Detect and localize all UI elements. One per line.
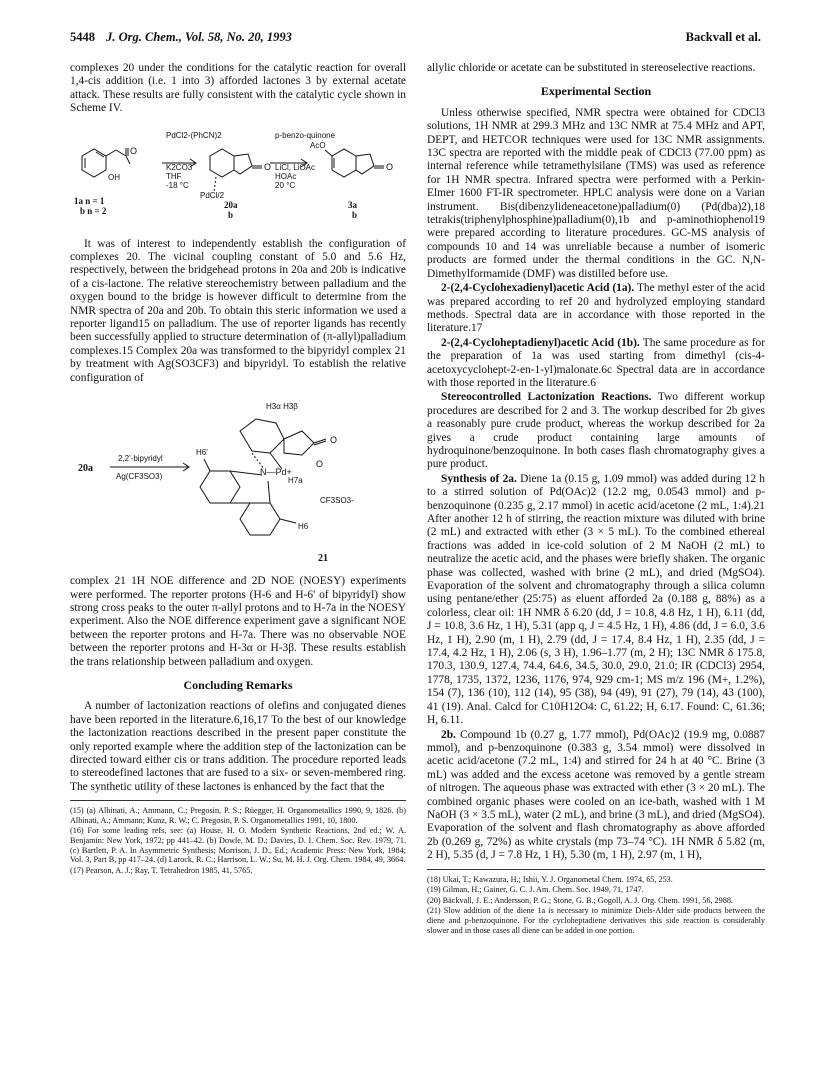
run-in-heading: Synthesis of 2a. bbox=[441, 472, 517, 485]
reagent-hoac: HOAc bbox=[275, 171, 297, 181]
paragraph-text: The methyl ester of the acid was prepared according to ref 20 and hydrolyzed employing standard methods. Spectral data are in accordance with those reported in the literature.17 bbox=[427, 282, 765, 335]
svg-text:O: O bbox=[330, 435, 338, 446]
run-in-heading: Stereocontrolled Lactonization Reactions. bbox=[441, 391, 652, 404]
complex-start-label: 20a bbox=[78, 463, 93, 475]
allyl-ring bbox=[240, 419, 284, 453]
journal-citation: J. Org. Chem., Vol. 58, No. 20, 1993 bbox=[106, 30, 292, 44]
footnote-19: (19) Gilman, H.; Gainer, G. C. J. Am. Chem. Soc. 1949, 71, 1747. bbox=[427, 885, 644, 895]
paragraph: complexes 20 under the conditions for the catalytic reaction for overall 1,4-cis addition (i.e. 1 into 3) afforded lactones 3 by external acetate attack. These results are fully consistent with the catalytic cycle shown in Scheme IV. bbox=[70, 62, 406, 115]
paragraph bbox=[427, 391, 765, 471]
reaction-scheme bbox=[70, 124, 406, 230]
footnote-rule bbox=[70, 800, 406, 801]
footnotes-left bbox=[70, 806, 406, 875]
paragraph: A number of lactonization reactions of olefins and conjugated dienes have been reported in the literature.6,16,17 To the best of our knowledge the lactonization reactions described in the present paper constitute the only reported example where the addition step of the lactonization can be directed toward either cis or trans addition. The procedure reported leads to stereodefined lactones that are fused to a six- or seven-membered ring. The synthetic utility of these lactones is enhanced by the fact that the bbox=[70, 700, 406, 793]
paragraph-text: Compound 1b (0.27 g, 1.77 mmol), Pd(OAc)2 (19.9 mg, 0.0887 mmol), and p-benzoquinone (0.383 g, 3.54 mmol) were dissolved in acetic acid/acetone (7.2 mL, 1:4) and stirred for 24 h at 40 °C. Brine (3 mL) was added and the excess acetone was removed by a gentle stream of nitrogen. The aqueous phase was extracted with ether (3 × 20 mL). The combined organic phases were cooled on an ice-bath, washed with 1 M NaOH (3 × 3.5 mL), water (2 mL), and brine (3 mL), and dried (MgSO4). Evaporation of the solvent and flash chromatography as above afforded 2b (0.269 g, 72%) as white crystals (mp 73–74 °C). 1H NMR δ 5.82 (m, 2 H), 5.35 (d, J = 7.8 Hz, 1 H), 5.30 (m, 1 H), 2.97 (m, 1 H), bbox=[427, 728, 765, 862]
reagent-temp2: 20 °C bbox=[275, 180, 296, 190]
compound-label-3b: b bbox=[352, 209, 358, 220]
section-heading-experimental: Experimental Section bbox=[540, 84, 652, 99]
complex-21-structure bbox=[70, 391, 406, 569]
run-in-heading: 2b. bbox=[441, 728, 456, 741]
run-in-heading: 2-(2,4-Cyclohexadienyl)acetic Acid (1a). bbox=[441, 282, 635, 295]
pdcl-label: PdCl/2 bbox=[200, 190, 225, 200]
reagent-pdcl2: PdCl2-(PhCN)2 bbox=[166, 130, 222, 140]
footnote-21: (21) Slow addition of the diene 1a is necessary to minimize Diels-Alder side products between the diene and p-benzoquinone. For the cycloheptadiene derivatives this side reaction is considerably slower and in those cases all diene can be added in one portion. bbox=[427, 906, 765, 935]
pyridine-ring-left bbox=[200, 471, 240, 503]
left-column bbox=[70, 62, 406, 876]
footnote-18: (18) Ukai, T.; Kawazura, H.; Ishii, Y. J. Organometal Chem. 1974, 65, 253. bbox=[427, 874, 673, 884]
compound-label-1b: b n = 2 bbox=[80, 205, 107, 216]
paragraph bbox=[427, 282, 765, 336]
reagent-thf: THF bbox=[166, 171, 182, 181]
hydroxyl-label: OH bbox=[108, 172, 120, 182]
compound-label-1a: 1a n = 1 bbox=[74, 195, 105, 206]
complex-21-drawing bbox=[70, 391, 406, 569]
paragraph bbox=[427, 337, 765, 391]
compound-label-20a: 20a bbox=[224, 199, 238, 210]
pyridine-ring-right bbox=[240, 503, 280, 535]
reagent-k2co3: K2CO3 bbox=[166, 162, 193, 172]
reagent-silver-triflate: Ag(CF3SO3) bbox=[116, 472, 163, 482]
footnote-16: (16) For some leading refs, see: (a) House, H. O. Modern Synthetic Reactions, 2nd ed.; W. A. Benjamin: New York, 1972; pp 441–42. (b) Dowle, M. D.; Davies, D. I. Chem. Soc. Rev. 1979, 71. (c) Bartlett, P. A. In Asymmetric Synthesis; Morrison, J. D., Ed.; Academic Press: New York, 1984; Vol. 3, Part B, pp 417–24. (d) Larock, R. C.; Harrison, L. W.; Su, M. H. J. Org. Chem. 1984, 49, 3664. bbox=[70, 826, 406, 865]
page-number: 5448 bbox=[70, 30, 95, 44]
running-header bbox=[70, 30, 761, 50]
header-author: Backvall et al. bbox=[685, 30, 761, 44]
h6-prime-label: H6' bbox=[196, 448, 208, 458]
triflate-anion: CF3SO3- bbox=[320, 496, 354, 506]
section-heading-concluding: Concluding Remarks bbox=[183, 677, 293, 692]
paragraph-text: Two different workup procedures are described for 2 and 3. The workup described for 2b gives a reasonably pure crude product, whereas the workup described for 2a gives a crude product containing large amounts of hydroquinone/benzoquinone. In both cases flash chromatography gives a pure product. bbox=[427, 391, 765, 471]
paragraph-text: The same procedure as for the preparation of 1a was used starting from dimethyl (cis-4-acetoxycyclohept-2-en-1-yl)malonate.6c Spectral data are in accordance with those reported in the literature.6 bbox=[427, 336, 766, 389]
paragraph: It was of interest to independently establish the configuration of complexes 20. The vicinal coupling constant of 5.0 and 5.6 Hz, respectively, between the bridgehead protons in 20a and 20b is indicative of a cis-lactone. The relative stereochemistry between palladium and the oxygen bound to the bridge is however difficult to determine from the NMR spectra of 20a and 20b. To obtain this steric information we used a reporter ligand15 on palladium. The use of reporter ligands has recently been successfully applied to structure determination of (π-allyl)palladium complexes.15 Complex 20a was transformed to the bipyridyl complex 21 by treatment with Ag(SO3CF3) and bipyridyl. To establish the relative configuration of bbox=[70, 237, 406, 384]
reagent-benzoquinone: p-benzo-quinone bbox=[275, 130, 336, 140]
paragraph bbox=[427, 729, 765, 863]
lactone-ring bbox=[332, 149, 356, 177]
paragraph: Unless otherwise specified, NMR spectra were obtained for CDCl3 solutions, 1H NMR at 299.3 MHz and 13C NMR at 75.4 MHz and APT, DEPT, and HETCOR techniques were used for 13C NMR assignments. 13C spectra are reported with the middle peak of CDCl3 (77.00 ppm) as internal reference while tetramethylsilane (TMS) was used as reference for 1H NMR spectra. Infrared spectra were performed with a Perkin-Elmer 1600 FT-IR spectrometer. HPLC analysis were done on a Varian instrument. Bis(dibenzylideneacetone)palladium(0) (Pd(dba)2),18 tetrakis(triphenylphosphine)palladium(0),1b and p-aminothiophenol19 were prepared according to literature procedures. GC-MS analysis of compounds 10 and 14 was unreliable because a number of isomeric products are formed under the thermal conditions in the GC. N,N-Dimethylformamide (DMF) was distilled before use. bbox=[427, 106, 765, 280]
svg-text:O: O bbox=[386, 161, 394, 172]
compound-label-3a: 3a bbox=[348, 199, 357, 210]
footnote-17: (17) Pearson, A. J.; Ray, T. Tetrahedron 1985, 41, 5765. bbox=[70, 865, 253, 875]
footnotes-right bbox=[427, 875, 765, 936]
reagent-bipyridyl: 2,2'-bipyridyl bbox=[118, 454, 163, 464]
compound-label-20b: b bbox=[228, 209, 234, 220]
complex-21-label: 21 bbox=[318, 553, 328, 565]
acetoxy-label: AcO bbox=[310, 140, 326, 150]
svg-text:O: O bbox=[264, 161, 272, 172]
right-column bbox=[427, 62, 765, 936]
paragraph bbox=[427, 473, 765, 728]
paragraph: allylic chloride or acetate can be substituted in stereoselective reactions. bbox=[427, 62, 756, 74]
diene-ring bbox=[82, 149, 106, 177]
header-left bbox=[70, 30, 292, 45]
footnote-15: (15) (a) Albinati, A.; Ammann, C.; Pregosin, P. S.; Rüegger, H. Organometallics 1990, 9, 1826. (b) Albinati, A.; Ammann; Kunz, R. W.; C. Pregosin, P. S. Organometallics 1991, 10, 1800. bbox=[70, 806, 406, 825]
reagent-temp1: -18 °C bbox=[166, 180, 189, 190]
footnote-rule bbox=[427, 869, 765, 870]
h6-label: H6 bbox=[298, 522, 309, 532]
paragraph-text: Diene 1a (0.15 g, 1.09 mmol) was added during 12 h to a stirred solution of Pd(OAc)2 (12.2 mg, 0.0543 mmol) and p-benzoquinone (0.235 g, 2.17 mmol) in acetic acid/acetone (2 mL, 1:4).21 After another 12 h of stirring, the reaction mixture was diluted with brine (2 mL) and extracted with ether (3 × 5 mL). To the combined ethereal fractions was added in ice-cold solution of 2 M NaOH (2 mL) to neutralize the acetic acid, and the phases were briefly shaken. The organic phase was collected, washed with brine (2 mL), and dried (MgSO4). Evaporation of the solvent and chromatography through a silica column using pentane/ether (25:75) as eluent afforded 2a (0.188 g, 88%) as a colorless, clear oil: 1H NMR δ 6.20 (dd, J = 10.8, 4.8 Hz, 1 H), 6.11 (dd, J = 10.8, 3.6 Hz, 1 H), 5.31 (app q, J = 4.5 Hz, 1 H), 4.86 (dd, J = 6.0, 3.6 Hz, 1 H), 2.90 (m, 1 H), 2.79 (dd, J = 17.4, 8.4 Hz, 1 H), 2.35 (dd, J = 17.4, 4.2 Hz, 1 H), 2.06 (s, 3 H), 1.96–1.77 (m, 2 H); 13C NMR δ 175.8, 170.3, 130.9, 127.4, 74.4, 64.6, 34.5, 30.0, 29.0, 21.0; IR (CDCl3) 2954, 1778, 1735, 1372, 1236, 1176, 974, 929 cm-1; MS m/z 196 (M+, 1.2%), 154 (7), 136 (10), 112 (14), 95 (38), 94 (49), 91 (27), 79 (14), 43 (100), 41 (19). Anal. Calcd for C10H12O4: C, 61.22; H, 6.17. Found: C, 61.36; H, 6.11. bbox=[427, 472, 765, 727]
h3-labels: H3α H3β bbox=[266, 402, 298, 412]
h7a-label: H7a bbox=[288, 476, 303, 486]
svg-text:O: O bbox=[130, 145, 138, 156]
svg-text:O: O bbox=[316, 459, 324, 470]
scheme-drawing bbox=[70, 124, 406, 230]
footnote-20: (20) Bäckvall, J. E.; Andersson, P. G.; Stone, G. B.; Gogoll, A. J. Org. Chem. 1991, 56, 2988. bbox=[427, 895, 733, 905]
run-in-heading: 2-(2,4-Cycloheptadienyl)acetic Acid (1b). bbox=[441, 336, 640, 349]
svg-text:N—Pd+: N—Pd+ bbox=[260, 467, 292, 478]
paragraph: complex 21 1H NOE difference and 2D NOE (NOESY) experiments were performed. The reporter protons (H-6 and H-6' of bipyridyl) show strong cross peaks to the outer π-allyl protons and to H-7a in the NOESY experiment. Also the NOE difference experiment gave a significant NOE between the reporter protons and H-7a. There was no observable NOE between the reporter protons and H-3α or H-3β. These results establish the trans relationship between palladium and oxygen. bbox=[70, 575, 406, 668]
pd-complex-ring bbox=[210, 149, 234, 177]
reagent-licl: LiCl, LiOAc bbox=[275, 162, 316, 172]
